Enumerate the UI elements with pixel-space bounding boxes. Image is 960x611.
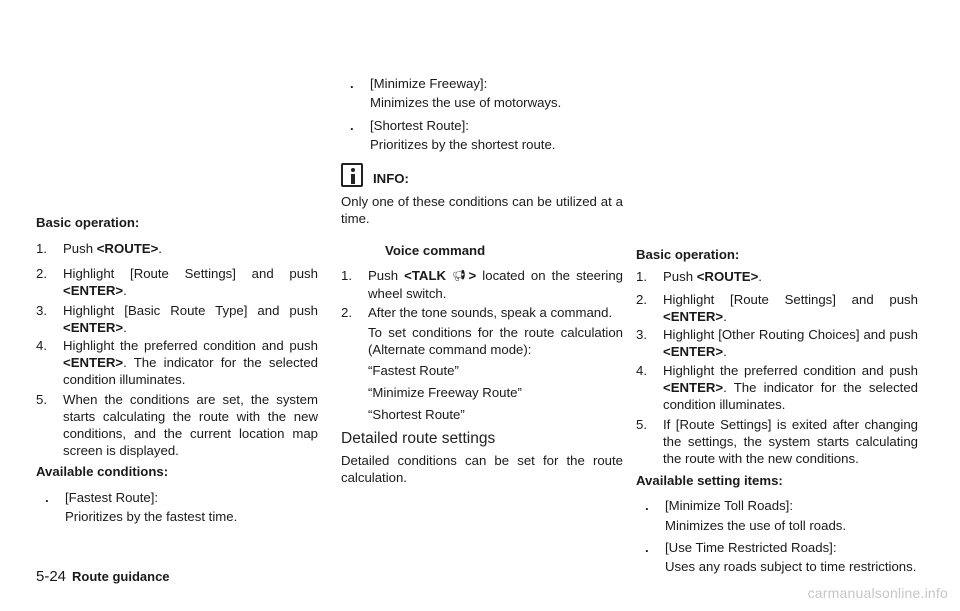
- step-4: 4. Highlight the preferred condition and push <ENTER>. The indicator for the selected condition illuminates.: [36, 338, 318, 387]
- voice-command-heading: Voice command: [385, 243, 486, 258]
- available-conditions-heading: Available conditions:: [36, 464, 169, 479]
- talk-icon: 📢︎: [452, 270, 469, 282]
- command-shortest-route: “Shortest Route”: [368, 407, 465, 422]
- step-2: 2. Highlight [Route Settings] and push <ENTER>.: [36, 266, 318, 298]
- section-text: Detailed conditions can be set for the route calculation.: [341, 453, 623, 485]
- info-text: Only one of these conditions can be utilized at a time.: [341, 194, 623, 226]
- step-2b: 2. Highlight [Route Settings] and push <ENTER>.: [636, 292, 918, 324]
- step-3b: 3. Highlight [Other Routing Choices] and push <ENTER>.: [636, 327, 918, 359]
- command-fastest-route: “Fastest Route”: [368, 363, 459, 378]
- step-5: 5. When the conditions are set, the system starts calculating the route with the new conditions, and the current location map screen is displayed.: [36, 392, 318, 458]
- command-minimize-freeway: “Minimize Freeway Route”: [368, 385, 522, 400]
- page-number: 5-24: [36, 568, 67, 585]
- step-5b: 5. If [Route Settings] is exited after changing the settings, the system starts calculating the route with the new conditions.: [636, 417, 918, 466]
- basic-operation-heading: Basic operation:: [36, 215, 140, 230]
- watermark: carmanualsonline.info: [807, 585, 948, 601]
- info-icon: [341, 163, 363, 187]
- available-items-heading: Available setting items:: [636, 473, 783, 488]
- section-title: Detailed route settings: [341, 430, 496, 447]
- voice-step-1: 1. Push <TALK 📢︎> located on the steering wheel switch.: [341, 268, 623, 301]
- page-footer: [36, 568, 170, 585]
- voice-sub-text: To set conditions for the route calculation (Alternate command mode):: [368, 325, 623, 357]
- footer-section: Route guidance: [72, 569, 170, 584]
- step-4b: 4. Highlight the preferred condition and push <ENTER>. The indicator for the selected condition illuminates.: [636, 363, 918, 412]
- basic-operation-heading-2: Basic operation:: [636, 247, 740, 262]
- step-3: 3. Highlight [Basic Route Type] and push <ENTER>.: [36, 303, 318, 335]
- info-label: INFO:: [373, 171, 409, 186]
